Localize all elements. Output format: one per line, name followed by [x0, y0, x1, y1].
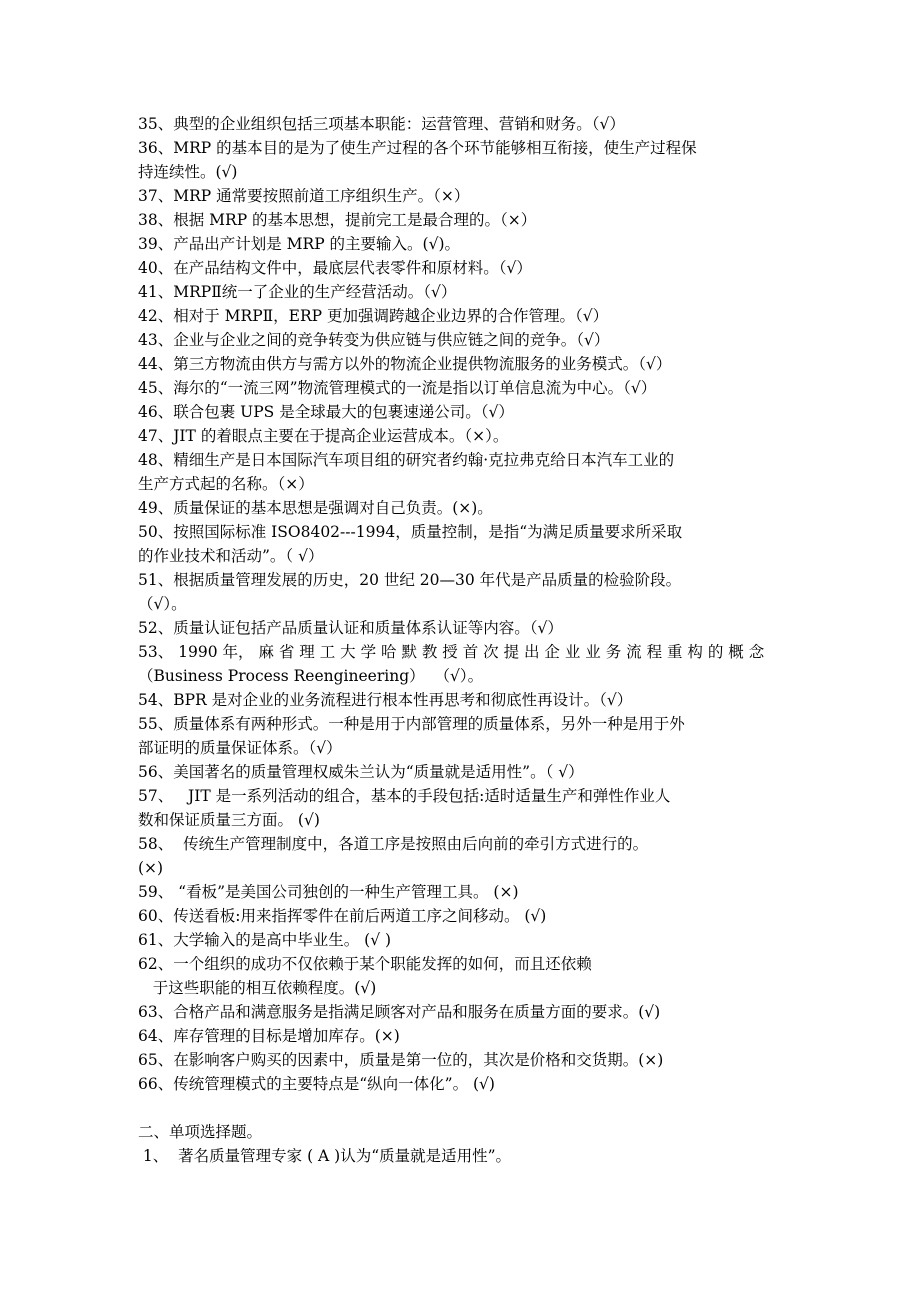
text-line: 49、质量保证的基本思想是强调对自己负责。(×)。 — [138, 499, 493, 517]
text-line: （√）。 — [138, 595, 187, 613]
text-line: 35、典型的企业组织包括三项基本职能：运营管理、营销和财务。（√） — [138, 115, 625, 133]
text-line: 39、产品出产计划是 MRP 的主要输入。(√)。 — [138, 235, 461, 253]
text-line: 43、企业与企业之间的竞争转变为供应链与供应链之间的竞争。（√） — [138, 331, 610, 349]
text-line: 57、 JIT 是一系列活动的组合，基本的手段包括:适时适量生产和弹性作业人 — [138, 787, 671, 805]
text-line: 62、一个组织的成功不仅依赖于某个职能发挥的如何，而且还依赖 — [138, 955, 592, 973]
text-line: 55、质量体系有两种形式。一种是用于内部管理的质量体系，另外一种是用于外 — [138, 715, 685, 733]
text-line: 生产方式起的名称。（×） — [138, 475, 314, 493]
text-line: 60、传送看板:用来指挥零件在前后两道工序之间移动。 (√) — [138, 907, 547, 925]
section-heading: 二、单项选择题。 — [138, 1123, 263, 1141]
text-line: 56、美国著名的质量管理权威朱兰认为“质量就是适用性”。（ √） — [138, 763, 584, 781]
text-line: 40、在产品结构文件中，最底层代表零件和原材料。（√） — [138, 259, 532, 277]
text-line: 52、质量认证包括产品质量认证和质量体系认证等内容。（√） — [138, 619, 563, 637]
text-line: 65、在影响客户购买的因素中，质量是第一位的，其次是价格和交货期。(×) — [138, 1051, 664, 1069]
text-line: （Business Process Reengineering） （√）。 — [138, 667, 484, 685]
text-line: 46、联合包裹 UPS 是全球最大的包裹速递公司。（√） — [138, 403, 514, 421]
document-body — [138, 112, 788, 1168]
text-line: (×) — [138, 859, 164, 877]
text-line: 44、第三方物流由供方与需方以外的物流企业提供物流服务的业务模式。（√） — [138, 355, 672, 373]
text-line: 61、大学输入的是高中毕业生。 (√ ) — [138, 931, 392, 949]
text-line: 51、根据质量管理发展的历史，20 世纪 20—30 年代是产品质量的检验阶段。 — [138, 571, 682, 589]
text-line: 部证明的质量保证体系。（√） — [138, 739, 342, 757]
text-line: 42、相对于 MRPⅡ，ERP 更加强调跨越企业边界的合作管理。（√） — [138, 307, 609, 325]
text-line: 45、海尔的“一流三网”物流管理模式的一流是指以订单信息流为中心。（√） — [138, 379, 657, 397]
text-line: 47、JIT 的着眼点主要在于提高企业运营成本。（×）。 — [138, 427, 509, 445]
text-line: 持连续性。(√) — [138, 163, 238, 181]
text-line: 的作业技术和活动”。（ √） — [138, 547, 324, 565]
text-line: 41、MRPⅡ统一了企业的生产经营活动。（√） — [138, 283, 457, 301]
text-line: 37、MRP 通常要按照前道工序组织生产。（×） — [138, 187, 470, 205]
question-line: 1、 著名质量管理专家 ( A )认为“质量就是适用性”。 — [138, 1147, 512, 1165]
text-line: 66、传统管理模式的主要特点是“纵向一体化”。 (√) — [138, 1075, 495, 1093]
text-line: 数和保证质量三方面。 (√) — [138, 811, 320, 829]
text-line: 58、 传统生产管理制度中，各道工序是按照由后向前的牵引方式进行的。 — [138, 835, 649, 853]
text-line: 38、根据 MRP 的基本思想，提前完工是最合理的。（×） — [138, 211, 537, 229]
text-line: 59、 “看板”是美国公司独创的一种生产管理工具。 (×) — [138, 883, 519, 901]
text-line: 50、按照国际标准 ISO8402---1994，质量控制，是指“为满足质量要求所采取 — [138, 523, 683, 541]
text-line: 36、MRP 的基本目的是为了使生产过程的各个环节能够相互衔接，使生产过程保 — [138, 139, 697, 157]
paragraph-gap — [138, 1096, 788, 1120]
text-line: 54、BPR 是对企业的业务流程进行根本性再思考和彻底性再设计。（√） — [138, 691, 633, 709]
text-line: 53、 1990 年， 麻 省 理 工 大 学 哈 默 教 授 首 次 提 出 企 业 业 务 流 程 重 构 的 概 念 — [138, 643, 765, 661]
text-line: 于这些职能的相互依赖程度。(√) — [138, 979, 377, 997]
text-line: 64、库存管理的目标是增加库存。(×) — [138, 1027, 400, 1045]
text-line: 63、合格产品和满意服务是指满足顾客对产品和服务在质量方面的要求。(√) — [138, 1003, 661, 1021]
text-line: 48、精细生产是日本国际汽车项目组的研究者约翰·克拉弗克给日本汽车工业的 — [138, 451, 675, 469]
